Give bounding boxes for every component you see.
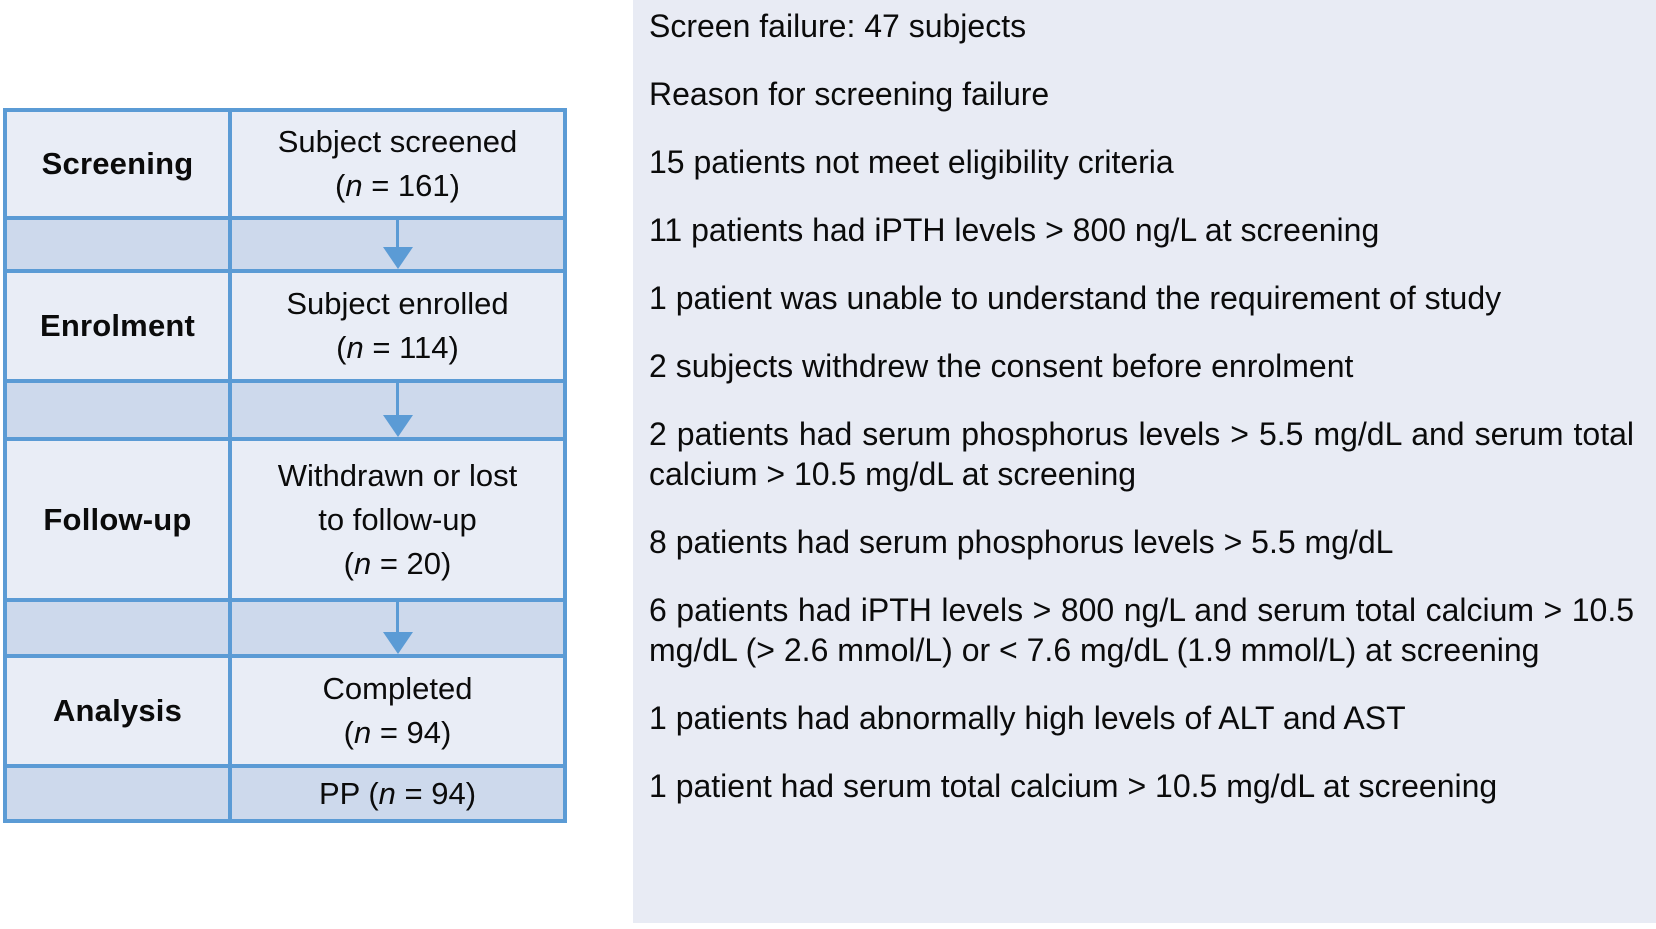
stage-label-follow-up: [7, 441, 228, 598]
enrolment-content-cell: [232, 273, 563, 379]
stage-label-text: Analysis: [52, 693, 183, 728]
patient-flow-table: [3, 108, 567, 823]
stage-label-analysis: [7, 658, 228, 764]
spacer-cell: [7, 383, 228, 437]
screening-content-cell: [232, 112, 563, 216]
panel-reason: 1 patients had abnormally high levels of ALT and AST: [649, 700, 1406, 736]
spacer-cell: [7, 768, 228, 819]
stage-label-enrolment: [7, 273, 228, 379]
content-line: Withdrawn or lost: [277, 457, 518, 493]
arrow-down-icon: [383, 415, 413, 437]
spacer-cell: [7, 220, 228, 269]
panel-heading: Screen failure: 47 subjects: [649, 8, 1027, 44]
n-count-line: (n = 94): [343, 715, 452, 750]
content-line: Subject screened: [277, 124, 518, 159]
follow-up-content-cell: [232, 441, 563, 598]
n-count-line: (n = 20): [343, 545, 452, 581]
arrow-cell: [232, 383, 563, 437]
arrow-cell: [232, 220, 563, 269]
panel-subheading: Reason for screening failure: [649, 76, 1050, 112]
arrow-down-icon: [383, 247, 413, 269]
stage-label-text: Enrolment: [39, 308, 196, 343]
screen-failure-panel: [633, 0, 1656, 923]
stage-label-text: Follow-up: [43, 501, 192, 537]
panel-reason: 11 patients had iPTH levels > 800 ng/L at screening: [649, 212, 1380, 248]
panel-reason: 2 subjects withdrew the consent before enrolment: [649, 348, 1354, 384]
pp-cell: [232, 768, 563, 819]
content-line: to follow-up: [318, 501, 477, 537]
panel-reason: 15 patients not meet eligibility criteria: [649, 144, 1174, 180]
arrow-cell: [232, 602, 563, 654]
stage-label-text: Screening: [41, 146, 194, 181]
panel-reason: 2 patients had serum phosphorus levels > 5.5 mg/dL and serum total calcium > 10.5 mg/dL at screening: [649, 416, 1634, 492]
pp-count-line: PP (n = 94): [318, 775, 477, 811]
panel-reason: 6 patients had iPTH levels > 800 ng/L and serum total calcium > 10.5 mg/dL (> 2.6 mmol/L) or < 7.6 mg/dL (1.9 mmol/L) at screening: [649, 592, 1634, 668]
arrow-down-icon: [383, 632, 413, 654]
stage-label-screening: [7, 112, 228, 216]
n-count-line: (n = 161): [335, 168, 460, 203]
spacer-cell: [7, 602, 228, 654]
n-count-line: (n = 114): [336, 330, 459, 365]
panel-reason: 1 patient had serum total calcium > 10.5 mg/dL at screening: [649, 768, 1498, 804]
content-line: Completed: [322, 671, 473, 706]
analysis-content-cell: [232, 658, 563, 764]
panel-reason: 1 patient was unable to understand the requirement of study: [649, 280, 1502, 316]
content-line: Subject enrolled: [286, 286, 509, 321]
panel-reason: 8 patients had serum phosphorus levels > 5.5 mg/dL: [649, 524, 1394, 560]
